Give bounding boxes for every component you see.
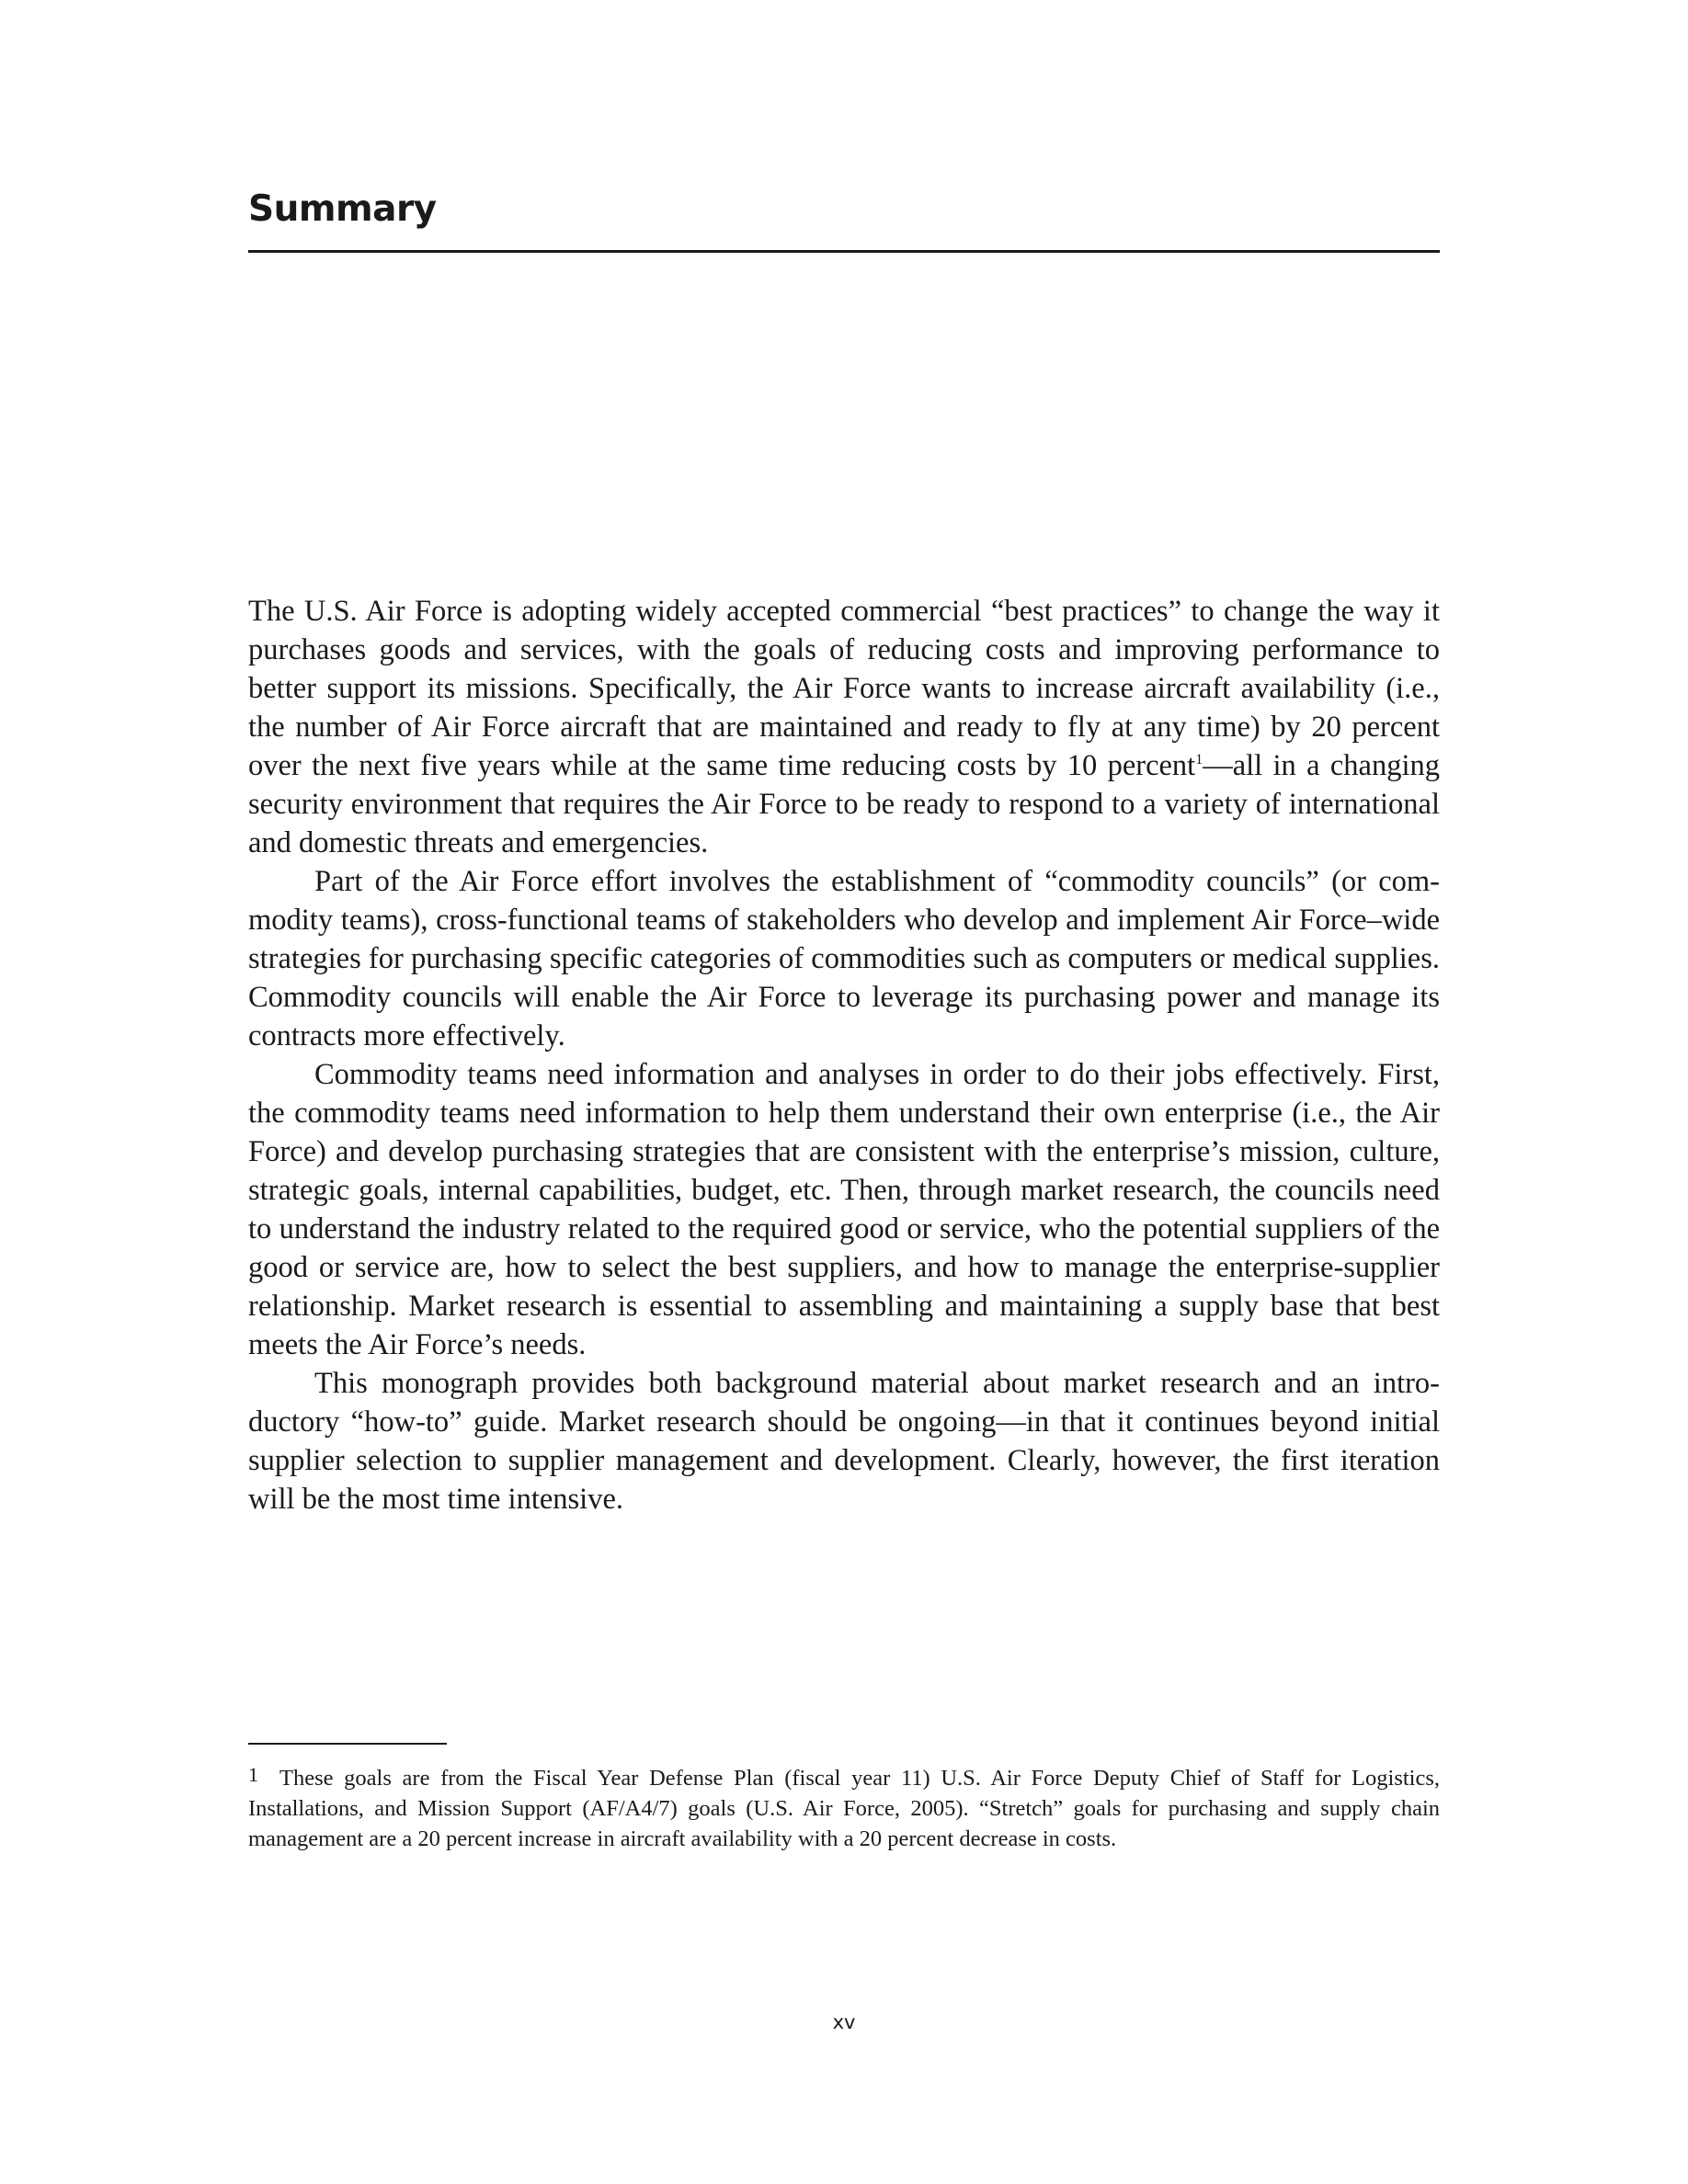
title-rule — [248, 250, 1440, 253]
paragraph-4: This monograph provides both background material about market research and an introductory “how-to” guide. Market research should be ongoing—in that it continues beyond initial supplier selection to supplier management and development. Clearly, however, the first iteration will be the most time intensive. — [248, 1367, 1440, 1516]
paragraph-1-text: The U.S. Air Force is adopting widely accepted commercial “best practices” to change the way it purchases goods and services, with the goals of reducing costs and improving performance to better support its missions. Specifically, the Air Force wants to increase aircraft availability (i.e., the number of Air Force aircraft that are maintained and ready to fly at any time) by 20 percent over the next five years while at the same time reducing costs by 10 percent — [248, 595, 1440, 782]
page-title: Summary — [248, 188, 437, 230]
paragraph-2: Part of the Air Force effort involves the establishment of “commodity councils” (or commodity teams), cross-functional teams of stakeholders who develop and implement Air Force–wide strategies for purchasing specific categories of commodities such as computers or medical supplies. Commodity councils will enable the Air Force to leverage its purchasing power and manage its contracts more effectively. — [248, 865, 1440, 1052]
footnote-reference[interactable]: 1 — [1195, 752, 1203, 768]
document-page — [248, 0, 1440, 2184]
paragraph-1-text-continued: —all in a changing security environment that requires the Air Force to be ready to respond to a variety of international and domestic threats and emergencies. — [248, 749, 1440, 859]
footnote-number: 1 — [248, 1763, 258, 1786]
paragraph-3: Commodity teams need information and analyses in order to do their jobs effectively. First, the commodity teams need information to help them understand their own enterprise (i.e., the Air Force) and develop purchasing strategies that are consistent with the enterprise’s mission, culture, strategic goals, internal capabilities, budget, etc. Then, through market research, the councils need to understand the industry related to the required good or service, who the potential suppliers of the good or service are, how to select the best suppliers, and how to manage the enterprise-supplier relationship. Market research is essential to assembling and maintaining a supply base that best meets the Air Force’s needs. — [248, 1058, 1440, 1361]
footnote-separator — [248, 1743, 447, 1745]
footnote-text: These goals are from the Fiscal Year Defense Plan (fiscal year 11) U.S. Air Force Deputy Chief of Staff for Logistics, Installations, and Mission Support (AF/A4/7) goals (U.S. Air Force, 2005). “Stretch” goals for purchasing and supply chain management are a 20 percent increase in aircraft availability with a 20 percent decrease in costs. — [248, 1766, 1440, 1851]
paragraph-1 — [248, 592, 1440, 862]
page-number: xv — [832, 2011, 856, 2033]
summary-body — [248, 592, 1440, 1519]
footnote — [248, 1759, 1440, 1854]
